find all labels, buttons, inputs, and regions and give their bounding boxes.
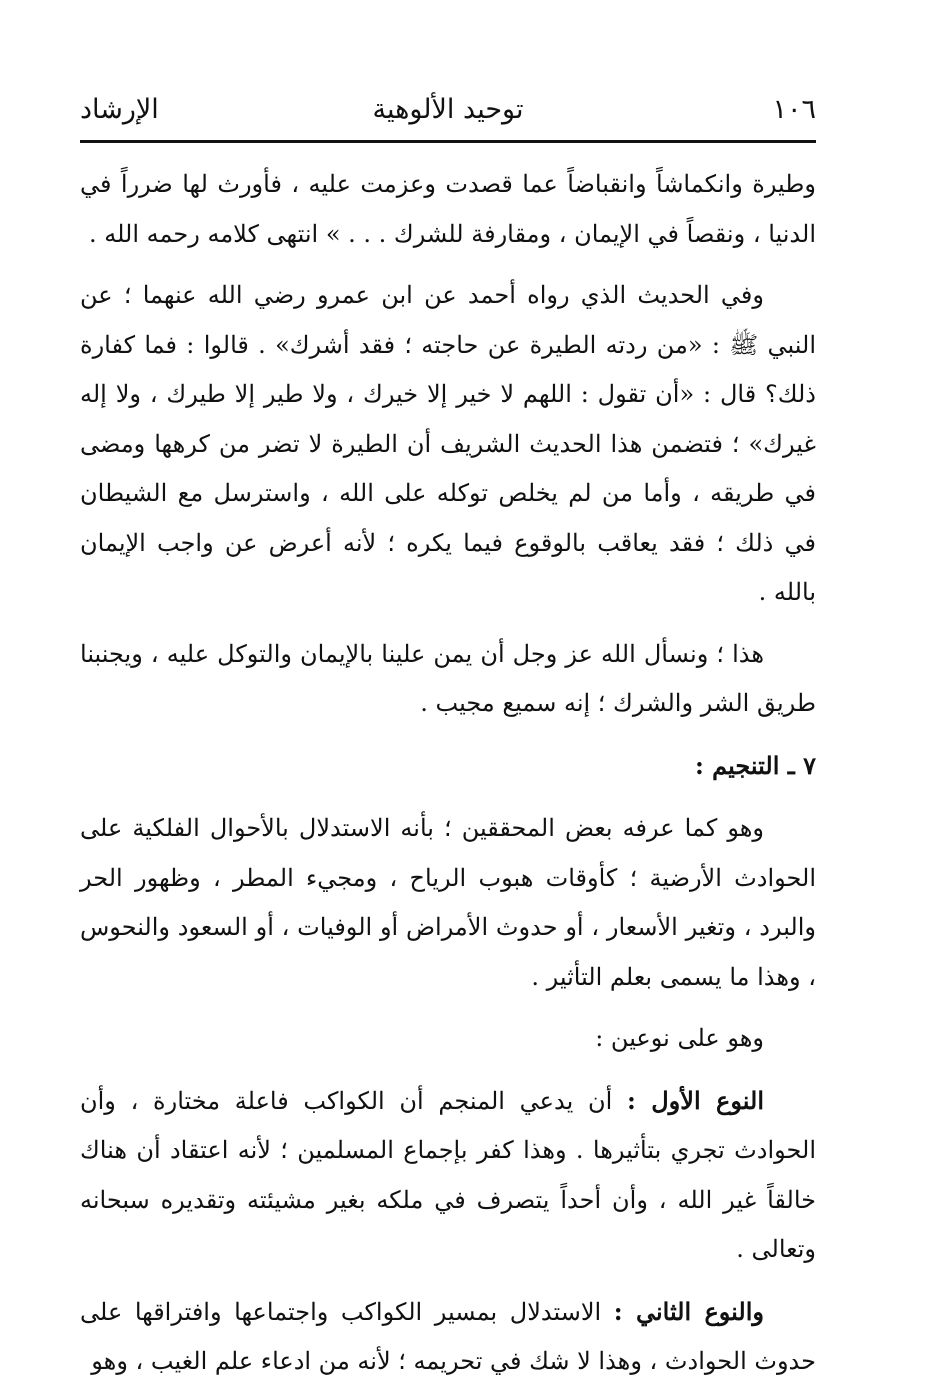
page-number: ١٠٦: [772, 94, 816, 125]
chapter-title: توحيد الألوهية: [372, 94, 524, 125]
page-body: [80, 160, 816, 1399]
header-rule: [80, 140, 816, 143]
type-two-text: الاستدلال بمسير الكواكب واجتماعها وافتراقها على حدوث الحوادث ، وهذا لا شك في تحريمه ؛ لأنه من ادعاء علم الغيب ، وهو: [80, 1297, 816, 1375]
paragraph-continuation: وطيرة وانكماشاً وانقباضاً عما قصدت وعزمت عليه ، فأورث لها ضرراً في الدنيا ، ونقصاً في الإيمان ، ومقارفة للشرك . . . » انتهى كلامه رحمه الله .: [80, 170, 816, 248]
type-two-label: والنوع الثاني :: [613, 1296, 764, 1326]
paragraph-definition: وهو كما عرفه بعض المحققين ؛ بأنه الاستدلال بالأحوال الفلكية على الحوادث الأرضية ؛ كأوقات هبوب الرياح ، ومجيء المطر ، وظهور الحر والبرد ، وتغير الأسعار ، أو حدوث الأمراض أو الوفيات ، أو السعود والنحوس ، وهذا ما يسمى بعلم التأثير .: [80, 814, 817, 991]
section-heading-tanjeem: ٧ ـ التنجيم :: [694, 750, 816, 780]
type-one-label: النوع الأول :: [626, 1085, 764, 1115]
type-one-text: أن يدعي المنجم أن الكواكب فاعلة مختارة ، وأن الحوادث تجري بتأثيرها . وهذا كفر بإجماع المسلمين ؛ لأنه اعتقاد أن هناك خالقاً غير الله ، وأن أحداً يتصرف في ملكه بغير مشيئته وتقديره سبحانه وتعالى .: [80, 1086, 816, 1263]
running-header: [80, 88, 816, 134]
paragraph-hadith: وفي الحديث الذي رواه أحمد عن ابن عمرو رضي الله عنهما ؛ عن النبي ﷺ : «من ردته الطيرة عن حاجته ؛ فقد أشرك» . قالوا : فما كفارة ذلك؟ قال : «أن تقول : اللهم لا خير إلا خيرك ، ولا طير إلا طيرك ، ولا إله غيرك» ؛ فتضمن هذا الحديث الشريف أن الطيرة لا تضر من كرهها ومضى في طريقه ، وأما من لم يخلص توكله على الله ، واسترسل مع الشيطان في ذلك ؛ فقد يعاقب بالوقوع فيما يكره ؛ لأنه أعرض عن واجب الإيمان بالله .: [80, 281, 816, 606]
paragraph-supplication: هذا ؛ ونسأل الله عز وجل أن يمن علينا بالإيمان والتوكل عليه ، ويجنبنا طريق الشر والشرك ؛ إنه سميع مجيب .: [80, 639, 816, 717]
paragraph-type-one: [80, 1076, 816, 1275]
paragraph-two-types: وهو على نوعين :: [595, 1024, 764, 1052]
book-title: الإرشاد: [80, 94, 159, 125]
